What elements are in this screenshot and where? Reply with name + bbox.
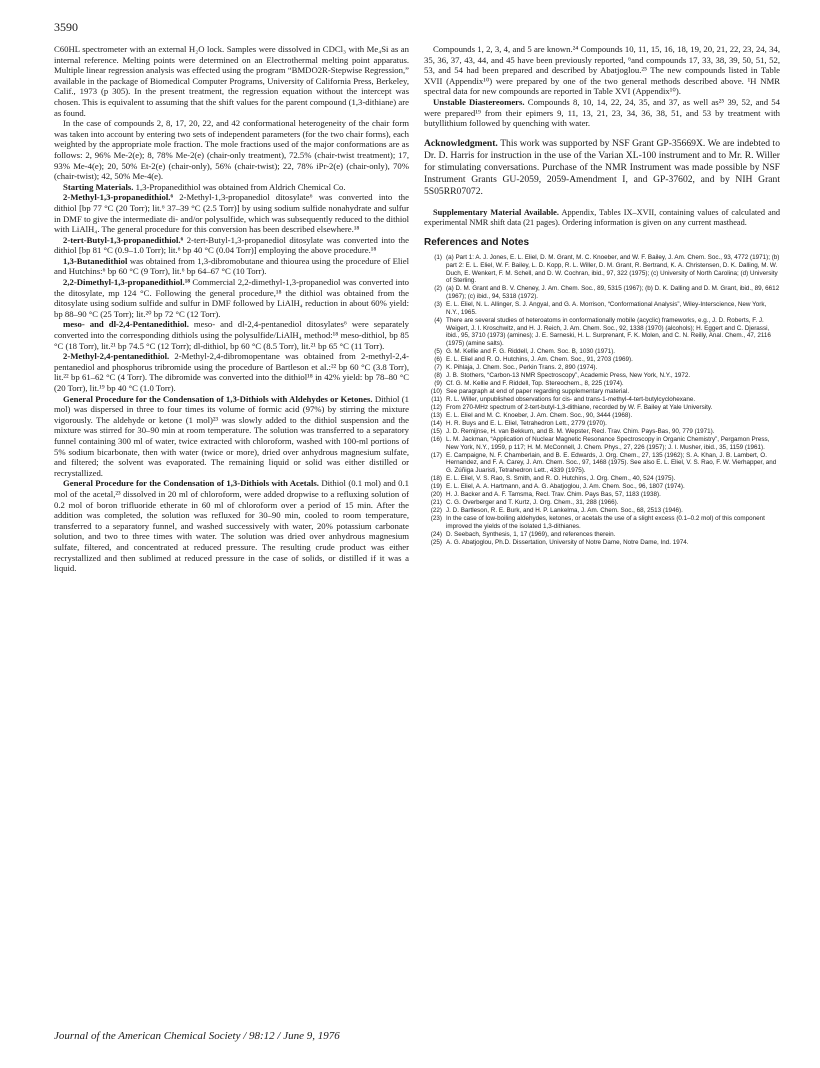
left-paragraph-text: 1,3-Propanedithiol was obtained from Aldrich Chemical Co. xyxy=(133,181,346,192)
journal-footer: Journal of the American Chemical Society / 98:12 / June 9, 1976 xyxy=(54,1030,340,1042)
left-paragraph xyxy=(54,44,409,118)
left-paragraph xyxy=(54,319,409,351)
reference-item xyxy=(424,428,780,436)
left-paragraph xyxy=(54,394,409,479)
reference-number: (15) xyxy=(430,427,442,435)
reference-text: From 270-MHz spectrum of 2-tert-butyl-1,3-dithiane, recorded by W. F. Bailey at Yale University. xyxy=(446,403,713,411)
reference-number: (21) xyxy=(430,499,442,507)
reference-text: There are several studies of heteroatoms in conformationally mobile (acyclic) frameworks, e.g., J. D. Roberts, F. J. Weigert, J. I. Kroschwitz, and H. J. Reich, J. Am. Chem. Soc., 92, 1338 (1970) (alcohols); H. Eggert and C. Djerassi, ibid., 95, 3710 (1973) (amines); J. E. Sarneski, H. L. Surprenant, F. K. Molen, and C. N. Reilly, Anal. Chem., 47, 2116 (1975) (amine salts). xyxy=(446,316,771,347)
reference-text: J. D. Bartleson, R. E. Burk, and H. P. Lankelma, J. Am. Chem. Soc., 68, 2513 (1946). xyxy=(446,507,683,515)
reference-text: A. G. Abatjoglou, Ph.D. Dissertation, University of Notre Dame, Notre Dame, Ind. 1974. xyxy=(446,538,689,546)
reference-text: Cf. G. M. Kellie and F. Riddell, Top. Stereochem., 8, 225 (1974). xyxy=(446,379,624,387)
reference-item xyxy=(424,531,780,539)
reference-text: See paragraph at end of paper regarding supplementary material. xyxy=(446,387,630,395)
reference-item xyxy=(424,499,780,507)
left-paragraph xyxy=(54,478,409,573)
left-paragraph-text: Commercial 2,2-dimethyl-1,3-propanediol was converted into the ditosylate, mp 124 °C. Following the general procedure,¹⁸ the dithiol was obtained from the ditosylate using sodium sulfide and sulfur in DMF followed by LiAlH₄ reduction in about 60% yield: bp 88–90 °C (25 Torr); lit.²⁰ bp 72 °C (12 Torr). xyxy=(54,277,409,319)
reference-item xyxy=(424,356,780,364)
reference-number: (14) xyxy=(430,419,442,427)
reference-number: (23) xyxy=(430,515,442,523)
reference-number: (2) xyxy=(434,285,442,293)
left-paragraph-head: 2,2-Dimethyl-1,3-propanedithiol.¹⁸ xyxy=(63,277,190,288)
left-paragraph-text: 2-Methyl-1,3-propanediol ditosylate⁶ was converted into the dithiol [bp 77 °C (20 Torr); lit.⁶ 37–39 °C (2.5 Torr)] by using sodium sulfide nonahydrate and sulfur in DMF to give the intermediate di- and/or polysulfide, which was subsequently reduced to the dithiol with LiAlH₄. The general procedure for this conversion has been described elsewhere.¹⁸ xyxy=(54,192,409,235)
reference-text: (a) Part 1: A. J. Jones, E. L. Eliel, D. M. Grant, M. C. Knoeber, and W. F. Bailey, J. Am. Chem. Soc., 93, 4772 (1971); (b) part 2: E. L. Eliel, W. F. Bailey, L. D. Kopp, R. L. Willer, D. M. Grant, R. Bertrand, K. A. Christensen, D. K. Dalling, M. W. Duch, E. Wenkert, F. M. Schell, and D. W. Cochran, ibid., 97, 322 (1975); (c) University of North Carolina; (d) University of Sterling. xyxy=(446,254,780,285)
left-paragraph xyxy=(54,256,409,277)
reference-text: R. L. Willer, unpublished observations for cis- and trans-1-methyl-4-tert-butylcyclohexane. xyxy=(446,395,696,403)
left-paragraph-text: Dithiol (1 mol) was dispersed in three to four times its volume of formic acid (97%) by stirring the mixture vigorously. The aldehyde or ketone (1 mol)²³ was slowly added to the dithiol suspension and the mixture was stirred for 30–90 min at room temperature. The solution was transferred to a separatory funnel containing 300 ml of water, twice extracted with chloroform, washed with 100-ml portions of 5% sodium bicarbonate, then with water (twice or more), dried over anhydrous magnesium sulfate, and filtered; the solvent was evaporated. The remaining liquid or solid was either distilled or recrystallized. xyxy=(54,393,409,478)
reference-text: (a) D. M. Grant and B. V. Cheney, J. Am. Chem. Soc., 89, 5315 (1967); (b) D. K. Dalling and D. M. Grant, ibid., 89, 6612 (1967); (c) ibid., 94, 5318 (1972). xyxy=(446,285,780,301)
reference-item xyxy=(424,436,780,451)
left-paragraph-text: 2-tert-Butyl-1,3-propanediol ditosylate was converted into the dithiol [bp 81 °C (0.9–1.0 Torr); lit.⁶ bp 40 °C (0.04 Torr)] employing the above procedure.¹⁸ xyxy=(54,234,409,256)
reference-item xyxy=(424,483,780,491)
reference-text: C. G. Overberger and T. Kurtz, J. Org. Chem., 31, 288 (1966). xyxy=(446,499,619,507)
reference-item xyxy=(424,475,780,483)
left-paragraph-head: 2-Methyl-1,3-propanedithiol.⁶ xyxy=(63,192,174,203)
reference-number: (1) xyxy=(434,254,442,262)
right-paragraph xyxy=(424,44,780,97)
reference-number: (12) xyxy=(430,403,442,411)
reference-item xyxy=(424,301,780,316)
references-list xyxy=(424,254,780,546)
reference-text: E. L. Eliel and R. O. Hutchins, J. Am. Chem. Soc., 91, 2703 (1969). xyxy=(446,355,633,363)
reference-number: (9) xyxy=(434,379,442,387)
reference-item xyxy=(424,380,780,388)
reference-text: J. D. Remijnse, H. van Bekkum, and B. M. Wepster, Recl. Trav. Chim. Pays-Bas, 90, 779 (1971). xyxy=(446,427,715,435)
left-paragraph-text: 2-Methyl-2,4-dibromopentane was obtained from 2-methyl-2,4-pentanediol and phosphorus tribromide using the procedure of Bartleson et al.:²² bp 60 °C (3.8 Torr), lit.²² bp 61–62 °C (4 Torr). The dibromide was converted into the dithiol¹⁸ in 42% yield: bp 78–80 °C (20 Torr), lit.¹⁹ bp 40 °C (1.0 Torr). xyxy=(54,351,409,393)
reference-number: (10) xyxy=(430,387,442,395)
left-paragraph-text: In the case of compounds 2, 8, 17, 20, 22, and 42 conformational heterogeneity of the chair form was taken into account by entering two sets of independent parameters (for the two chair forms), each weighted by the appropriate mole fraction. The mole fractions used of the major conformations are as follows: 2, 96% Me-2(e); 8, 78% Me-2(e) (chair-only treatment), 72.5% (chair-twist treatment); 17, 93% Me-4(e); 20, 50% Et-2(e) (chair-only), 56% (chair-twist); 22, 78% iPr-2(e) (chair-only), 70% (chair-twist); 42, 50% Me-4(e). xyxy=(54,118,409,182)
reference-number: (7) xyxy=(434,363,442,371)
reference-text: G. M. Kellie and F. G. Riddell, J. Chem. Soc. B, 1030 (1971). xyxy=(446,347,616,355)
left-paragraph-head: 1,3-Butanedithiol xyxy=(63,255,128,266)
reference-text: K. Pihlaja, J. Chem. Soc., Perkin Trans. 2, 890 (1974). xyxy=(446,363,598,371)
right-paragraph-text: Compounds 1, 2, 3, 4, and 5 are known.²⁴ Compounds 10, 11, 15, 16, 18, 19, 20, 21, 22, 23, 24, 34, 35, 36, 37, 43, 44, and 45 have been previously reported, ⁶and compounds 17, 33, 38, 39, 50, 51, 52, 53, and 54 had been prepared and described by Abatjoglou.²⁵ The new compounds listed in Table XVII (Appendix¹⁰) were prepared by one of the two general methods described above. ¹H NMR spectral data for new compounds are reported in Table XVI (Appendix¹⁰). xyxy=(424,44,780,97)
reference-number: (22) xyxy=(430,507,442,515)
reference-number: (3) xyxy=(434,301,442,309)
acknowledgment-text: This work was supported by NSF Grant GP-35669X. We are indebted to Dr. D. Harris for instruction in the use of the Varian XL-100 instrument and to Mr. R. Willer for stimulating conversations. Purchase of the NMR Instrument was made possible by NSF Instrument Grants GU-2059, 2059-Amendment I, and GP-37602, and by NIH Grant 5S05RR07072. xyxy=(424,137,780,197)
right-paragraph xyxy=(424,97,780,129)
left-paragraph-head: Starting Materials. xyxy=(63,181,134,192)
supplementary-paragraph xyxy=(424,208,780,228)
reference-item xyxy=(424,285,780,300)
reference-item xyxy=(424,388,780,396)
right-paragraph-head: Unstable Diastereomers. xyxy=(433,96,525,107)
reference-item xyxy=(424,507,780,515)
reference-number: (25) xyxy=(430,538,442,546)
left-paragraph xyxy=(54,351,409,393)
reference-text: In the case of low-boiling aldehydes, ketones, or acetals the use of a slight excess (0.1–0.2 mol) of this component improved the yields of the isolated 1,3-dithianes. xyxy=(446,515,765,530)
reference-number: (16) xyxy=(430,435,442,443)
left-paragraph xyxy=(54,192,409,234)
reference-text: J. B. Stothers, “Carbon-13 NMR Spectroscopy”, Academic Press, New York, N.Y., 1972. xyxy=(446,371,691,379)
reference-text: E. L. Eliel, V. S. Rao, S. Smith, and R. O. Hutchins, J. Org. Chem., 40, 524 (1975). xyxy=(446,475,676,483)
reference-item xyxy=(424,254,780,285)
reference-item xyxy=(424,515,780,530)
reference-number: (8) xyxy=(434,371,442,379)
right-column-body xyxy=(424,44,780,129)
supplementary-text: Appendix, Tables IX–XVII, containing values of calculated and experimental NMR shift data (21 pages). Ordering information is given on any current masthead. xyxy=(424,207,781,227)
reference-number: (17) xyxy=(430,451,442,459)
reference-item xyxy=(424,364,780,372)
right-column xyxy=(424,44,780,547)
reference-text: H. J. Backer and A. F. Tamsma, Recl. Trav. Chim. Pays Bas, 57, 1183 (1938). xyxy=(446,491,661,499)
reference-text: E. L. Eliel, N. L. Allinger, S. J. Angyal, and G. A. Morrison, “Conformational Analysis”, Wiley-Interscience, New York, N.Y., 1965. xyxy=(446,301,767,316)
page-number: 3590 xyxy=(54,20,78,34)
left-paragraph xyxy=(54,235,409,256)
reference-item xyxy=(424,348,780,356)
reference-item xyxy=(424,412,780,420)
left-paragraph-head: General Procedure for the Condensation of 1,3-Dithiols with Aldehydes or Ketones. xyxy=(63,393,373,404)
left-paragraph-head: 2-Methyl-2,4-pentanedithiol. xyxy=(63,351,170,362)
left-paragraph-text: C60HL spectrometer with an external H₂O lock. Samples were dissolved in CDCl₃ with Me₄Si as an internal reference. Melting points were determined on an Electrothermal melting point apparatus. Multiple linear regression analysis was effected using the program “BMDO2R-Stepwise Regression,” available in the package of Biomedical Computer Programs, University of California Press, Berkeley, Calif., 1973 (p 305). In the present treatment, the regression equation without the intercept was chosen. This is equivalent to assuming that the shift values for the parent compound (1,3-dithiane) are as found. xyxy=(54,44,409,118)
reference-text: E. L. Eliel, A. A. Hartmann, and A. G. Abatjoglou, J. Am. Chem. Soc., 96, 1807 (1974). xyxy=(446,483,685,491)
reference-number: (4) xyxy=(434,316,442,324)
references-title: References and Notes xyxy=(424,236,530,248)
reference-item xyxy=(424,491,780,499)
reference-number: (13) xyxy=(430,411,442,419)
left-paragraph xyxy=(54,182,409,193)
left-paragraph-text: was obtained from 1,3-dibromobutane and thiourea using the procedure of Eliel and Hutchins:⁶ bp 60 °C (9 Torr), lit.⁶ bp 64–67 °C (10 Torr). xyxy=(54,255,409,277)
right-paragraph-text: Compounds 8, 10, 14, 22, 24, 35, and 37, as well as²⁵ 39, 52, and 54 were prepared¹⁹ from their epimers 9, 11, 13, 21, 23, 34, 36, 38, 51, and 53 by treatment with butyllithium followed by quenching with water. xyxy=(424,96,780,129)
reference-text: L. M. Jackman, “Application of Nuclear Magnetic Resonance Spectroscopy in Organic Chemistry”, Pergamon Press, New York, N.Y., 1959, p 117; H. M. McConnell, J. Chem. Phys., 27, 226 (1957); J. I. Musher, ibid., 35, 1159 (1961). xyxy=(446,435,770,451)
reference-item xyxy=(424,404,780,412)
reference-number: (19) xyxy=(430,483,442,491)
reference-item xyxy=(424,372,780,380)
left-paragraph-head: 2-tert-Butyl-1,3-propanedithiol.⁶ xyxy=(63,234,184,245)
left-paragraph-head: meso- and dl-2,4-Pentanedithiol. xyxy=(63,319,189,330)
reference-number: (24) xyxy=(430,530,442,538)
reference-number: (5) xyxy=(434,347,442,355)
left-paragraph-head: General Procedure for the Condensation of 1,3-Dithiols with Acetals. xyxy=(63,478,319,489)
reference-text: E. L. Eliel and M. C. Knoeber, J. Am. Chem. Soc., 90, 3444 (1968). xyxy=(446,411,633,419)
acknowledgment-paragraph xyxy=(424,138,780,198)
reference-item xyxy=(424,317,780,348)
left-paragraph xyxy=(54,118,409,182)
reference-item xyxy=(424,396,780,404)
acknowledgment-head: Acknowledgment. xyxy=(424,137,498,149)
reference-text: E. Campaigne, N. F. Chamberlain, and B. E. Edwards, J. Org. Chem., 27, 135 (1962); S. A. Khan, J. B. Lambert, O. Hernandez, and F. A. Carey, J. Am. Chem. Soc., 97, 1468 (1975). See also E. L. Eliel, V. S. Rao, F. W. Vierhapper, and G. Zúñiga Juaristi, Tetrahedron Lett., 4339 (1975). xyxy=(446,451,777,475)
reference-item xyxy=(424,539,780,547)
reference-item xyxy=(424,452,780,475)
reference-number: (18) xyxy=(430,475,442,483)
left-column xyxy=(54,44,409,574)
reference-number: (11) xyxy=(431,395,442,403)
reference-item xyxy=(424,420,780,428)
left-paragraph-text: meso- and dl-2,4-pentanediol ditosylates⁶ were separately converted into the corresponding dithiols using the polysulfide/LiAlH₄ method:¹⁸ meso-dithiol, bp 85 °C (18 Torr), lit.²¹ bp 74.5 °C (12 Torr); dl-dithiol, bp 60 °C (8.5 Torr), lit.²¹ bp 65 °C (11 Torr). xyxy=(54,319,410,351)
reference-text: D. Seebach, Synthesis, 1, 17 (1969), and references therein. xyxy=(446,530,616,538)
reference-number: (6) xyxy=(434,355,442,363)
reference-number: (20) xyxy=(430,491,442,499)
left-paragraph xyxy=(54,277,409,319)
supplementary-head: Supplementary Material Available. xyxy=(433,207,559,217)
reference-text: H. R. Buys and E. L. Eliel, Tetrahedron Lett., 2779 (1970). xyxy=(446,419,607,427)
left-paragraph-text: Dithiol (0.1 mol) and 0.1 mol of the acetal,²³ dissolved in 20 ml of chloroform, were added dropwise to a refluxing solution of 0.2 mol of boron trifluoride etherate in 60 ml of chloroform over a period of 15 min. After the addition was completed, the solution was refluxed for 30–90 min, cooled to room temperature, transferred to a separatory funnel, and washed successively with water, 20% potassium carbonate solution, and two to three times with water. The solution was dried over anhydrous magnesium sulfate, filtered, and concentrated at reduced pressure. The resulting crude product was either recrystallized and then sublimed at reduced pressure in the case of solids, or distilled if it was a liquid. xyxy=(54,478,409,574)
